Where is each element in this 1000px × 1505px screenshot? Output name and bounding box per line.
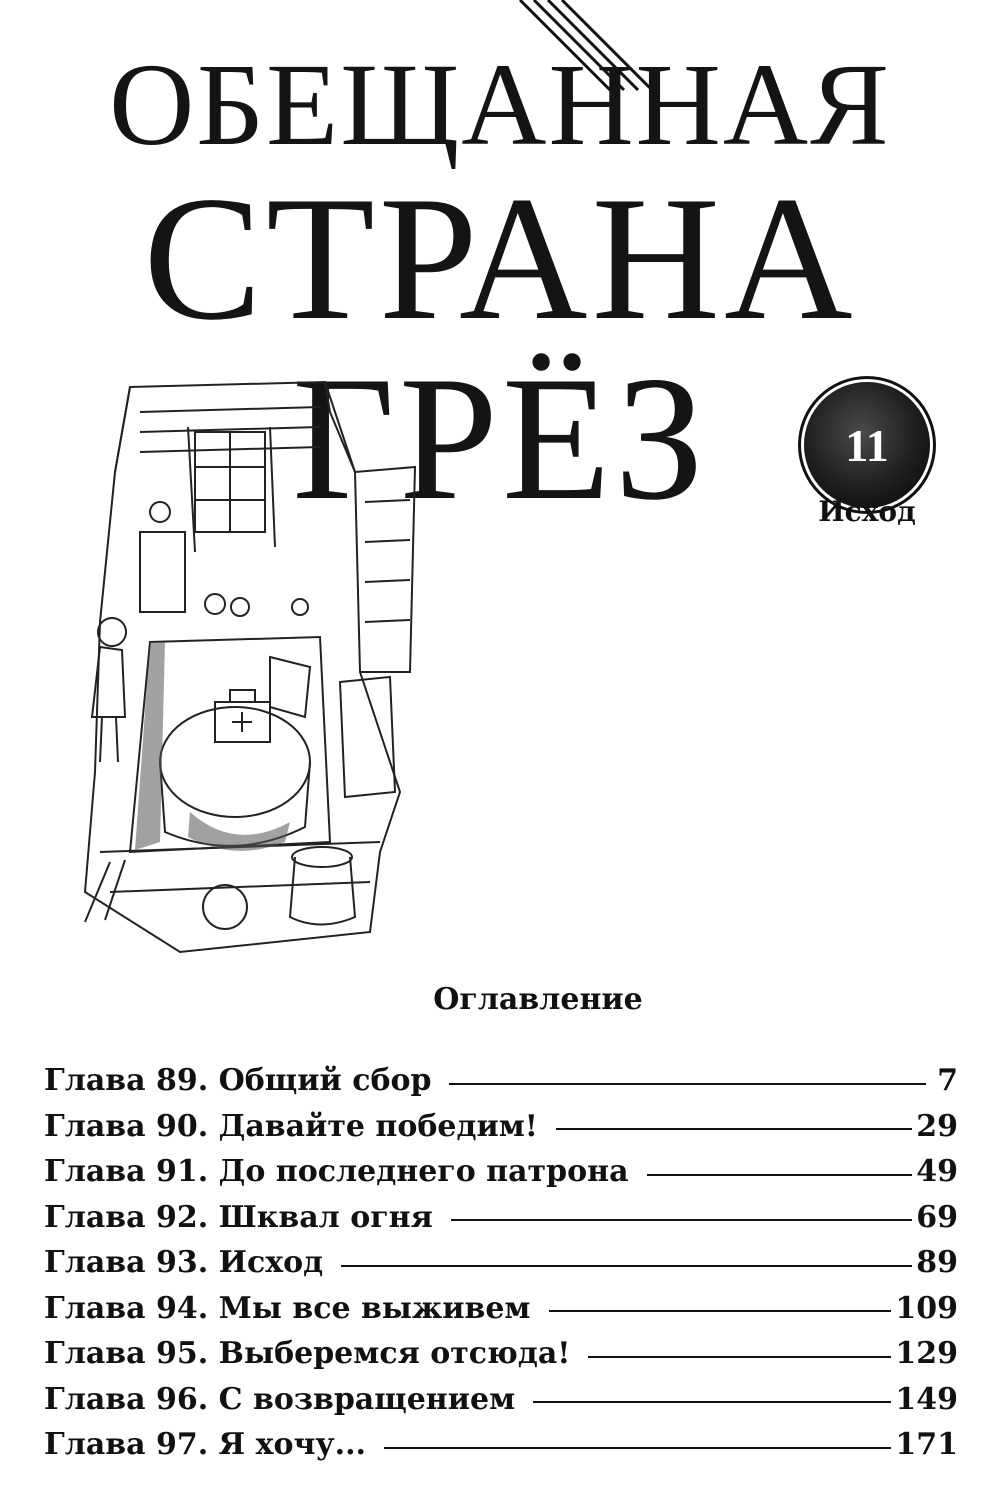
toc-entry-page: 109 bbox=[895, 1290, 958, 1326]
toc-entry-label: Глава 96. С возвращением bbox=[44, 1381, 516, 1417]
toc-leader-line bbox=[556, 1128, 912, 1130]
toc-entry[interactable] bbox=[44, 1331, 958, 1377]
toc-entry-label: Глава 97. Я хочу... bbox=[44, 1427, 366, 1463]
toc-entry[interactable] bbox=[44, 1377, 958, 1423]
volume-subtitle: Исход bbox=[818, 495, 916, 528]
toc-entry[interactable] bbox=[44, 1240, 958, 1286]
toc-leader-line bbox=[384, 1447, 891, 1449]
toc-entry-label: Глава 89. Общий сбор bbox=[44, 1063, 432, 1099]
toc-leader-line bbox=[451, 1219, 912, 1221]
toc-entry-label: Глава 94. Мы все выживем bbox=[44, 1290, 531, 1326]
toc-leader-line bbox=[588, 1356, 891, 1358]
toc-entry-page: 89 bbox=[916, 1245, 958, 1281]
toc-entry[interactable] bbox=[44, 1195, 958, 1241]
sketch-room-illustration-icon bbox=[70, 372, 420, 972]
toc-entry-page: 171 bbox=[895, 1427, 958, 1463]
volume-badge bbox=[804, 382, 930, 508]
volume-number: 11 bbox=[845, 419, 889, 471]
toc-entry[interactable] bbox=[44, 1286, 958, 1332]
toc-entry-label: Глава 95. Выберемся отсюда! bbox=[44, 1336, 571, 1372]
toc-heading: Оглавление bbox=[433, 982, 643, 1017]
toc-leader-line bbox=[549, 1310, 892, 1312]
toc-list bbox=[44, 1058, 958, 1468]
title-line-2: СТРАНА ГРЁЗ bbox=[143, 159, 857, 537]
toc-entry-page: 7 bbox=[937, 1063, 958, 1099]
title-line-1: ОБЕЩАННАЯ bbox=[109, 39, 891, 170]
toc-entry-label: Глава 92. Шквал огня bbox=[44, 1199, 433, 1235]
toc-entry-page: 149 bbox=[895, 1381, 958, 1417]
toc-entry-page: 29 bbox=[916, 1108, 958, 1144]
toc-entry-label: Глава 93. Исход bbox=[44, 1245, 324, 1281]
toc-entry[interactable] bbox=[44, 1058, 958, 1104]
toc-entry-page: 49 bbox=[916, 1154, 958, 1190]
toc-entry[interactable] bbox=[44, 1149, 958, 1195]
toc-entry[interactable] bbox=[44, 1422, 958, 1468]
toc-entry-page: 129 bbox=[895, 1336, 958, 1372]
toc-leader-line bbox=[449, 1083, 926, 1085]
toc-entry-page: 69 bbox=[916, 1199, 958, 1235]
toc-leader-line bbox=[533, 1401, 891, 1403]
toc-entry-label: Глава 91. До последнего патрона bbox=[44, 1154, 629, 1190]
toc-leader-line bbox=[341, 1265, 912, 1267]
toc-leader-line bbox=[647, 1174, 913, 1176]
toc-entry-label: Глава 90. Давайте победим! bbox=[44, 1108, 538, 1144]
toc-entry[interactable] bbox=[44, 1104, 958, 1150]
